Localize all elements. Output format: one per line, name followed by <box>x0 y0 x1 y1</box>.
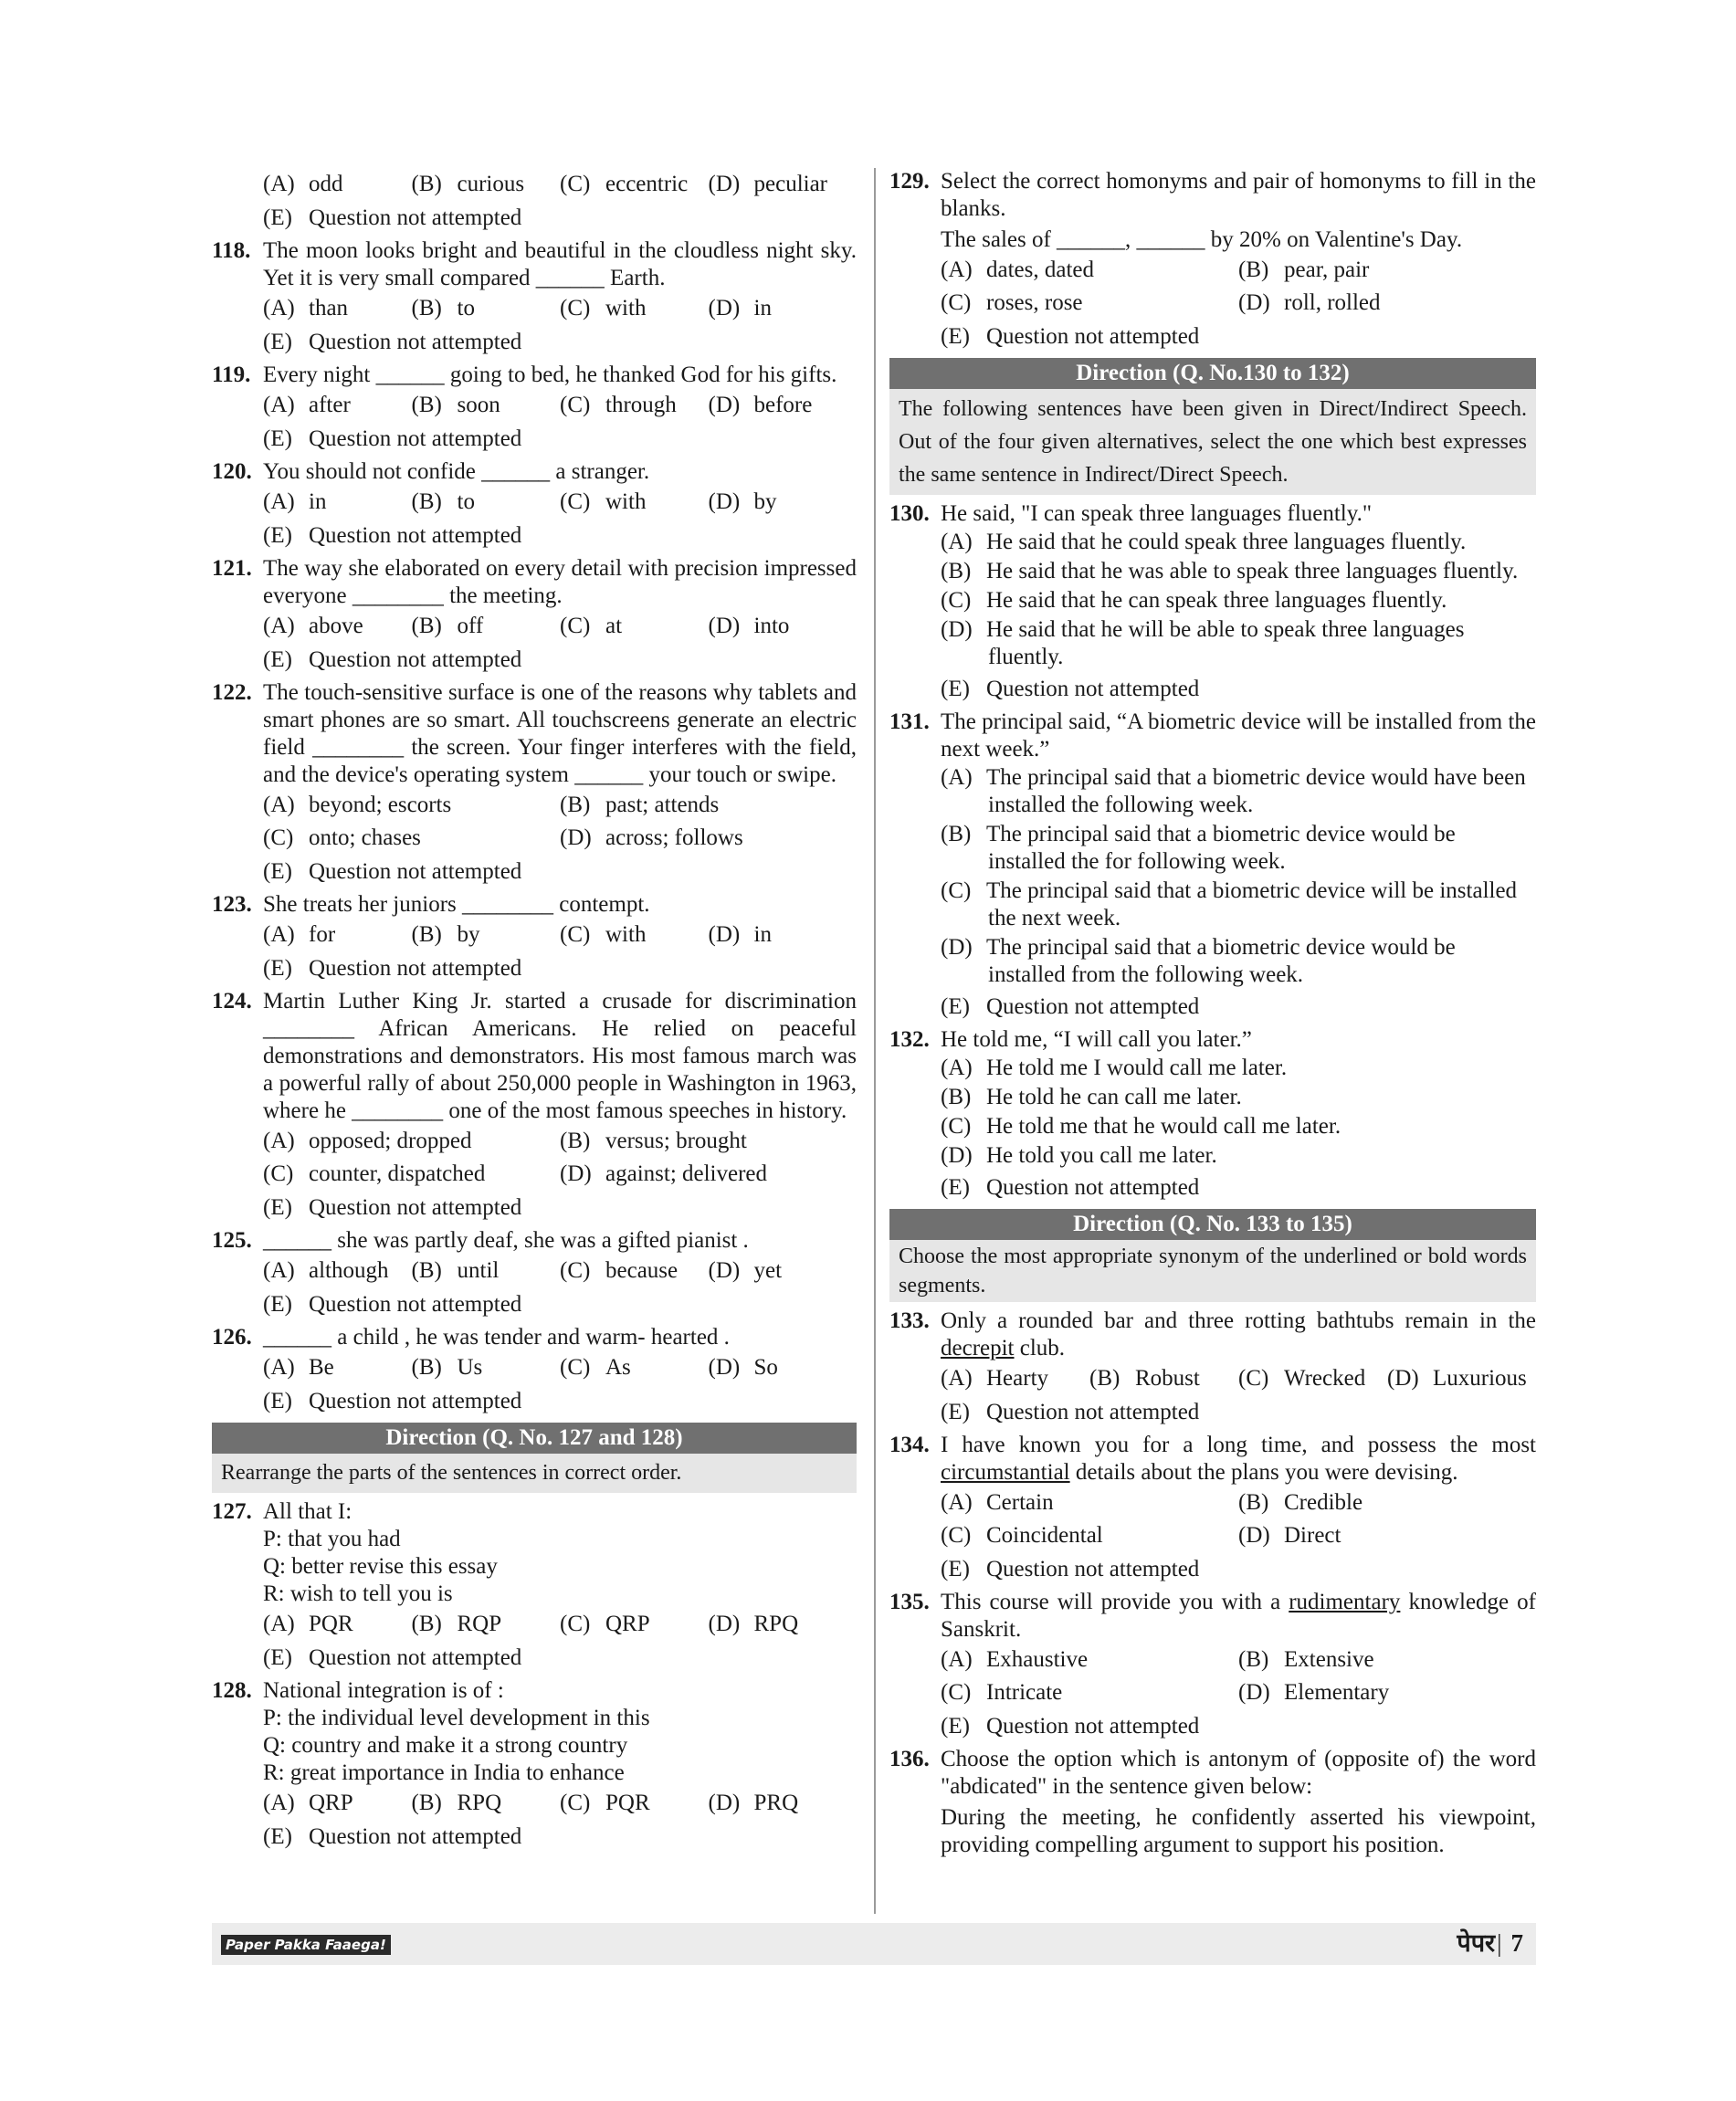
option-e: (E) Question not attempted <box>263 1195 522 1220</box>
option-b: (B) RPQ <box>411 1791 502 1815</box>
option-text: in <box>753 922 772 947</box>
option-text: above <box>309 614 363 638</box>
option-text: Question not attempted <box>309 1389 522 1413</box>
question-stem: Select the correct homonyms and pair of homonyms to fill in the blanks. <box>941 169 1536 221</box>
question-121 <box>212 555 857 676</box>
question-119 <box>212 362 857 455</box>
left-column <box>212 168 857 1856</box>
question-stem: Choose the option which is antonym of (opposite of) the word "abdicated" in the sentence given below: <box>941 1747 1536 1799</box>
option-d: (D) RPQ <box>708 1612 799 1636</box>
option-c: (C) roses, rose <box>941 290 1083 315</box>
option-text: past; attends <box>605 793 720 817</box>
option-c: (C) at <box>560 614 623 638</box>
options <box>263 486 857 519</box>
option-b: (B) curious <box>411 172 525 196</box>
question-number: 118. <box>212 238 251 263</box>
options <box>263 292 857 325</box>
option-text: The principal said that a biometric device will be installed the next week. <box>986 878 1518 930</box>
option-text: Us <box>457 1355 483 1380</box>
option-text: Question not attempted <box>309 1195 522 1220</box>
option-d: (D) across; follows <box>560 825 743 850</box>
question-number: 121. <box>212 556 252 581</box>
option-text: Elementary <box>1284 1680 1390 1705</box>
option-a: (A) Be <box>263 1355 334 1380</box>
options <box>263 1787 857 1820</box>
question-number: 119. <box>212 362 251 387</box>
question-number: 131. <box>889 709 930 734</box>
option-text: Question not attempted <box>309 859 522 884</box>
option-text: soon <box>457 393 500 417</box>
option-text: until <box>457 1258 500 1283</box>
option-text: beyond; escorts <box>309 793 452 817</box>
option-text: Robust <box>1135 1366 1200 1391</box>
option-text: PQR <box>605 1791 650 1815</box>
question-133 <box>889 1308 1536 1428</box>
options <box>941 1486 1536 1552</box>
direction-box-127-128 <box>212 1423 857 1493</box>
question-number: 120. <box>212 459 252 484</box>
option-text: through <box>605 393 677 417</box>
question-131 <box>889 709 1536 1023</box>
option-text: RQP <box>457 1612 502 1636</box>
option-a: (A) He said that he could speak three languages fluently. <box>941 530 1467 554</box>
option-text: eccentric <box>605 172 689 196</box>
question-stem: The moon looks bright and beautiful in the cloudless night sky. Yet it is very small compared ______ Earth. <box>263 238 857 290</box>
option-e: (E) Question not attempted <box>941 1175 1200 1200</box>
question-stem: The principal said, “A biometric device will be installed from the next week.” <box>941 709 1536 762</box>
option-e: (E) Question not attempted <box>263 205 522 230</box>
option-text: roses, rose <box>986 290 1083 315</box>
option-e: (E) Question not attempted <box>263 1824 522 1849</box>
question-130 <box>889 500 1536 705</box>
question-122 <box>212 679 857 888</box>
option-text: because <box>605 1258 679 1283</box>
question-134 <box>889 1432 1536 1585</box>
option-text: Question not attempted <box>309 1645 522 1670</box>
question-117-continued <box>212 168 857 234</box>
option-b: (B) He told he can call me later. <box>941 1085 1242 1109</box>
option-d: (D) PRQ <box>708 1791 799 1815</box>
underlined-word: circumstantial <box>941 1460 1070 1485</box>
option-c: (C) PQR <box>560 1791 650 1815</box>
option-text: Question not attempted <box>309 330 522 354</box>
option-b: (B) Credible <box>1238 1490 1363 1515</box>
direction-text: Rearrange the parts of the sentences in correct order. <box>212 1454 857 1493</box>
option-text: than <box>309 296 349 320</box>
option-text: Question not attempted <box>309 956 522 981</box>
separator: | <box>1497 1929 1502 1957</box>
question-number: 136. <box>889 1747 930 1771</box>
option-d: (D) in <box>708 296 772 320</box>
option-text: He told me I would call me later. <box>986 1056 1288 1080</box>
question-number: 124. <box>212 989 252 1014</box>
option-text: He said that he will be able to speak three languages fluently. <box>986 617 1465 669</box>
option-c: (C) Intricate <box>941 1680 1063 1705</box>
question-stem: He told me, “I will call you later.” <box>941 1027 1252 1052</box>
question-stem: National integration is of : <box>263 1678 504 1703</box>
question-number: 122. <box>212 680 252 705</box>
option-text: to <box>457 489 475 514</box>
option-b: (B) Robust <box>1089 1366 1200 1391</box>
option-text: He said that he can speak three languages fluently. <box>986 588 1447 613</box>
part-r: R: great importance in India to enhance <box>263 1760 625 1785</box>
option-text: for <box>309 922 336 947</box>
option-text: versus; brought <box>605 1129 747 1153</box>
option-text: Question not attempted <box>309 426 522 451</box>
question-stem: All that I: <box>263 1499 352 1524</box>
option-d: (D) Direct <box>1238 1523 1341 1548</box>
option-e: (E) Question not attempted <box>263 426 522 451</box>
option-text: QRP <box>605 1612 650 1636</box>
part-q: Q: country and make it a strong country <box>263 1733 628 1758</box>
column-divider <box>874 168 876 1914</box>
option-text: roll, rolled <box>1284 290 1381 315</box>
question-128 <box>212 1677 857 1853</box>
option-e: (E) Question not attempted <box>941 1400 1200 1424</box>
question-number: 126. <box>212 1325 252 1350</box>
direction-title: Direction (Q. No.130 to 132) <box>889 358 1536 389</box>
question-stem: ______ a child , he was tender and warm- hearted . <box>263 1325 730 1350</box>
option-text: yet <box>753 1258 783 1283</box>
section-label: पेपर <box>1457 1929 1496 1957</box>
option-b: (B) to <box>411 489 475 514</box>
option-a: (A) after <box>263 393 351 417</box>
part-p: P: the individual level development in this <box>263 1706 650 1730</box>
option-text: He told he can call me later. <box>986 1085 1242 1109</box>
option-text: QRP <box>309 1791 353 1815</box>
option-a: (A) although <box>263 1258 389 1283</box>
options <box>263 168 857 201</box>
option-text: He said that he could speak three languages fluently. <box>986 530 1467 554</box>
options <box>263 789 857 855</box>
option-text: opposed; dropped <box>309 1129 472 1153</box>
option-a: (A) QRP <box>263 1791 353 1815</box>
option-d: (D) So <box>708 1355 778 1380</box>
option-c: (C) He told me that he would call me later. <box>941 1114 1341 1139</box>
option-d: (D) The principal said that a biometric device would be installed from the following week. <box>941 935 1456 987</box>
option-text: Question not attempted <box>309 647 522 672</box>
question-stem: ______ she was partly deaf, she was a gifted pianist . <box>263 1228 749 1253</box>
question-sentence: During the meeting, he confidently asserted his viewpoint, providing compelling argument to support his position. <box>941 1805 1536 1857</box>
question-number: 127. <box>212 1499 252 1524</box>
option-text: RPQ <box>457 1791 502 1815</box>
option-a: (A) He told me I would call me later. <box>941 1056 1288 1080</box>
brand-logo: Paper Pakka Faaega! <box>221 1935 391 1955</box>
option-a: (A) dates, dated <box>941 257 1095 282</box>
option-a: (A) odd <box>263 172 343 196</box>
option-text: RPQ <box>753 1612 799 1636</box>
options <box>941 763 1536 990</box>
option-d: (D) Luxurious <box>1387 1366 1527 1391</box>
option-c: (C) Wrecked <box>1238 1366 1366 1391</box>
options <box>941 1362 1536 1395</box>
option-a: (A) Exhaustive <box>941 1647 1089 1672</box>
option-d: (D) yet <box>708 1258 783 1283</box>
option-e: (E) Question not attempted <box>263 1292 522 1317</box>
option-c: (C) because <box>560 1258 679 1283</box>
option-text: Question not attempted <box>986 324 1200 349</box>
option-b: (B) by <box>411 922 480 947</box>
option-d: (D) before <box>708 393 813 417</box>
option-text: So <box>753 1355 778 1380</box>
part-q: Q: better revise this essay <box>263 1554 498 1579</box>
options <box>263 1608 857 1641</box>
option-b: (B) Extensive <box>1238 1647 1374 1672</box>
option-text: Question not attempted <box>986 1557 1200 1581</box>
option-d: (D) peculiar <box>708 172 828 196</box>
question-127 <box>212 1498 857 1674</box>
underlined-word: rudimentary <box>1289 1590 1401 1614</box>
page-number: 7 <box>1510 1929 1523 1957</box>
option-d: (D) He told you call me later. <box>941 1143 1217 1168</box>
page-footer <box>212 1923 1536 1965</box>
question-stem: The touch-sensitive surface is one of the reasons why tablets and smart phones are so smart. All touchscreens generate an electric field ________ the screen. Your finger interferes with the field, and the device's operating system ______ your touch or swipe. <box>263 680 857 787</box>
question-stem: You should not confide ______ a stranger. <box>263 459 650 484</box>
question-number: 135. <box>889 1590 930 1614</box>
option-e: (E) Question not attempted <box>941 677 1200 701</box>
option-text: in <box>309 489 327 514</box>
option-a: (A) The principal said that a biometric device would have been installed the following week. <box>941 765 1526 817</box>
option-text: Luxurious <box>1433 1366 1527 1391</box>
question-129 <box>889 168 1536 352</box>
option-text: PQR <box>309 1612 353 1636</box>
option-text: Question not attempted <box>986 1175 1200 1200</box>
option-c: (C) As <box>560 1355 631 1380</box>
option-b: (B) versus; brought <box>560 1129 747 1153</box>
option-text: Direct <box>1284 1523 1341 1548</box>
options <box>263 389 857 422</box>
option-text: Credible <box>1284 1490 1363 1515</box>
option-text: with <box>605 296 647 320</box>
option-e: (E) Question not attempted <box>263 647 522 672</box>
question-number: 134. <box>889 1433 930 1457</box>
option-text: by <box>457 922 480 947</box>
question-stem: This course will provide you with a rudimentary knowledge of Sanskrit. <box>941 1590 1536 1642</box>
options <box>263 919 857 951</box>
option-text: with <box>605 489 647 514</box>
question-123 <box>212 891 857 984</box>
option-e: (E) Question not attempted <box>941 994 1200 1019</box>
options <box>941 1054 1536 1171</box>
option-text: Question not attempted <box>309 1824 522 1849</box>
option-b: (B) pear, pair <box>1238 257 1370 282</box>
question-136 <box>889 1746 1536 1859</box>
options <box>941 528 1536 672</box>
option-text: Question not attempted <box>986 1400 1200 1424</box>
option-text: to <box>457 296 475 320</box>
option-e: (E) Question not attempted <box>263 523 522 548</box>
option-text: pear, pair <box>1284 257 1370 282</box>
option-text: odd <box>309 172 343 196</box>
option-text: He told you call me later. <box>986 1143 1217 1168</box>
option-text: peculiar <box>753 172 828 196</box>
option-c: (C) The principal said that a biometric device will be installed the next week. <box>941 878 1518 930</box>
option-c: (C) He said that he can speak three languages fluently. <box>941 588 1447 613</box>
option-text: by <box>753 489 777 514</box>
option-text: into <box>753 614 790 638</box>
option-b: (B) until <box>411 1258 500 1283</box>
option-b: (B) Us <box>411 1355 483 1380</box>
option-d: (D) roll, rolled <box>1238 290 1381 315</box>
option-text: off <box>457 614 484 638</box>
question-number: 128. <box>212 1678 252 1703</box>
option-d: (D) in <box>708 922 772 947</box>
option-b: (B) The principal said that a biometric device would be installed the for following week. <box>941 822 1456 874</box>
option-text: Question not attempted <box>986 1714 1200 1739</box>
option-text: in <box>753 296 772 320</box>
option-text: He said that he was able to speak three languages fluently. <box>986 559 1519 583</box>
option-text: curious <box>457 172 525 196</box>
question-stem: The way she elaborated on every detail with precision impressed everyone ________ the meeting. <box>263 556 857 608</box>
options <box>263 610 857 643</box>
question-120 <box>212 458 857 552</box>
right-column <box>889 168 1536 1863</box>
option-text: Question not attempted <box>986 994 1200 1019</box>
option-c: (C) with <box>560 489 647 514</box>
option-text: after <box>309 393 351 417</box>
option-text: Question not attempted <box>309 205 522 230</box>
option-e: (E) Question not attempted <box>941 324 1200 349</box>
question-stem: Only a rounded bar and three rotting bathtubs remain in the decrepit club. <box>941 1308 1536 1360</box>
question-number: 130. <box>889 501 930 526</box>
option-text: As <box>605 1355 631 1380</box>
option-text: across; follows <box>605 825 743 850</box>
underlined-word: decrepit <box>941 1336 1015 1360</box>
option-text: against; delivered <box>605 1161 768 1186</box>
option-a: (A) Hearty <box>941 1366 1049 1391</box>
option-b: (B) He said that he was able to speak three languages fluently. <box>941 559 1519 583</box>
direction-text: Choose the most appropriate synonym of the underlined or bold words segments. <box>889 1240 1536 1302</box>
option-text: with <box>605 922 647 947</box>
option-d: (D) into <box>708 614 790 638</box>
option-text: onto; chases <box>309 825 421 850</box>
options <box>263 1125 857 1191</box>
question-stem: I have known you for a long time, and possess the most circumstantial details about the plans you were devising. <box>941 1433 1536 1485</box>
option-c: (C) counter, dispatched <box>263 1161 486 1186</box>
direction-box-133-135 <box>889 1209 1536 1302</box>
option-c: (C) with <box>560 296 647 320</box>
question-stem: Every night ______ going to bed, he thanked God for his gifts. <box>263 362 837 387</box>
option-c: (C) QRP <box>560 1612 650 1636</box>
question-stem: Martin Luther King Jr. started a crusade for discrimination ________ African Americans. He relied on peaceful demonstrations and demonstrators. His most famous march was a powerful rally of about 250,000 people in Washington in 1963, where he ________ one of the most famous speeches in history. <box>263 989 857 1123</box>
option-text: Extensive <box>1284 1647 1374 1672</box>
options <box>941 254 1536 320</box>
option-text: Intricate <box>986 1680 1063 1705</box>
option-text: Be <box>309 1355 334 1380</box>
option-text: The principal said that a biometric device would have been installed the following week. <box>986 765 1526 817</box>
option-a: (A) Certain <box>941 1490 1054 1515</box>
option-text: Wrecked <box>1284 1366 1366 1391</box>
options <box>263 1255 857 1287</box>
question-stem: He said, "I can speak three languages fluently." <box>941 501 1373 526</box>
part-r: R: wish to tell you is <box>263 1581 453 1606</box>
option-text: PRQ <box>753 1791 799 1815</box>
question-126 <box>212 1324 857 1417</box>
option-e: (E) Question not attempted <box>263 1389 522 1413</box>
question-number: 132. <box>889 1027 930 1052</box>
option-d: (D) Elementary <box>1238 1680 1390 1705</box>
option-c: (C) Coincidental <box>941 1523 1103 1548</box>
question-stem: She treats her juniors ________ contempt. <box>263 892 650 917</box>
option-text: dates, dated <box>986 257 1095 282</box>
direction-title: Direction (Q. No. 127 and 128) <box>212 1423 857 1454</box>
option-text: Hearty <box>986 1366 1049 1391</box>
option-e: (E) Question not attempted <box>263 956 522 981</box>
option-a: (A) for <box>263 922 336 947</box>
option-a: (A) than <box>263 296 349 320</box>
option-text: The principal said that a biometric device would be installed the for following week. <box>986 822 1456 874</box>
option-c: (C) onto; chases <box>263 825 421 850</box>
option-b: (B) off <box>411 614 484 638</box>
options <box>263 1351 857 1384</box>
question-number: 129. <box>889 169 930 194</box>
option-c: (C) with <box>560 922 647 947</box>
option-text: He told me that he would call me later. <box>986 1114 1341 1139</box>
option-d: (D) by <box>708 489 777 514</box>
option-a: (A) beyond; escorts <box>263 793 452 817</box>
option-a: (A) above <box>263 614 363 638</box>
option-e: (E) Question not attempted <box>263 1645 522 1670</box>
option-a: (A) opposed; dropped <box>263 1129 472 1153</box>
option-text: Coincidental <box>986 1523 1103 1548</box>
direction-text: The following sentences have been given in Direct/Indirect Speech. Out of the four given alternatives, select the one which best expresses the same sentence in Indirect/Direct Speech. <box>889 389 1536 495</box>
option-text: Question not attempted <box>309 1292 522 1317</box>
part-p: P: that you had <box>263 1527 401 1551</box>
question-number: 125. <box>212 1228 252 1253</box>
question-sentence: The sales of ______, ______ by 20% on Valentine's Day. <box>941 227 1463 252</box>
option-a: (A) in <box>263 489 327 514</box>
option-c: (C) eccentric <box>560 172 689 196</box>
option-a: (A) PQR <box>263 1612 353 1636</box>
option-text: at <box>605 614 623 638</box>
option-b: (B) RQP <box>411 1612 502 1636</box>
page-label <box>1457 1928 1523 1958</box>
question-number: 123. <box>212 892 252 917</box>
option-text: The principal said that a biometric device would be installed from the following week. <box>986 935 1456 987</box>
option-e: (E) Question not attempted <box>263 330 522 354</box>
option-text: Question not attempted <box>986 677 1200 701</box>
direction-box-130-132 <box>889 358 1536 495</box>
question-124 <box>212 988 857 1224</box>
option-c: (C) through <box>560 393 677 417</box>
option-e: (E) Question not attempted <box>941 1714 1200 1739</box>
option-e: (E) Question not attempted <box>263 859 522 884</box>
question-125 <box>212 1227 857 1320</box>
direction-title: Direction (Q. No. 133 to 135) <box>889 1209 1536 1240</box>
option-b: (B) to <box>411 296 475 320</box>
option-b: (B) past; attends <box>560 793 720 817</box>
option-text: although <box>309 1258 389 1283</box>
question-132 <box>889 1026 1536 1203</box>
option-text: Certain <box>986 1490 1054 1515</box>
option-text: counter, dispatched <box>309 1161 486 1186</box>
option-text: Exhaustive <box>986 1647 1089 1672</box>
option-d: (D) He said that he will be able to speak three languages fluently. <box>941 617 1465 669</box>
option-b: (B) soon <box>411 393 500 417</box>
question-number: 133. <box>889 1308 930 1333</box>
option-d: (D) against; delivered <box>560 1161 768 1186</box>
option-e: (E) Question not attempted <box>941 1557 1200 1581</box>
option-text: Question not attempted <box>309 523 522 548</box>
question-135 <box>889 1589 1536 1742</box>
option-text: before <box>753 393 813 417</box>
options <box>941 1644 1536 1709</box>
question-118 <box>212 237 857 358</box>
